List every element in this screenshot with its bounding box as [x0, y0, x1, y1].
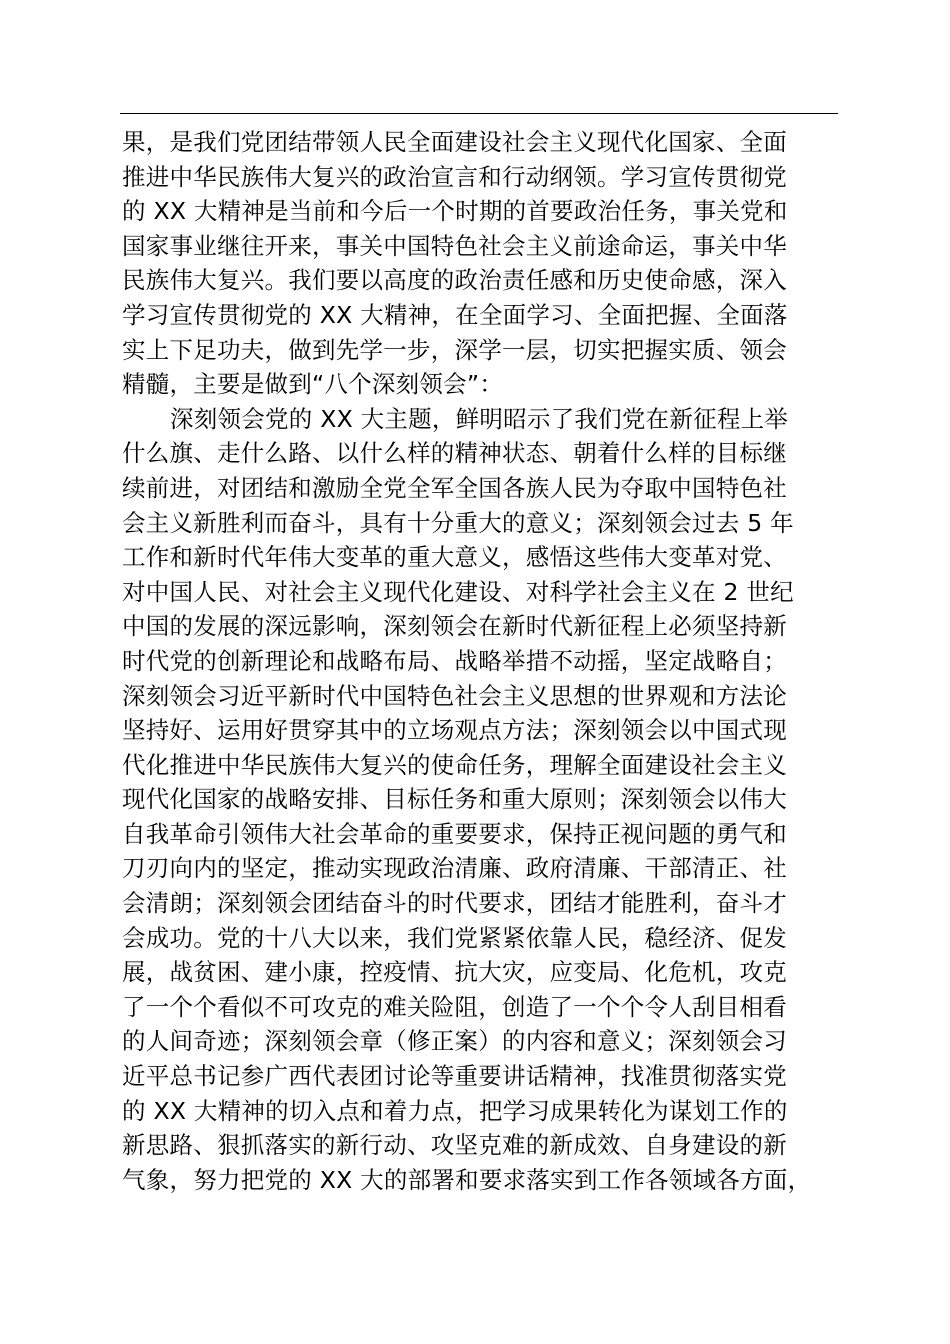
text-line: 精髓，主要是做到“八个深刻领会”：: [122, 370, 504, 399]
text-line: 深刻领会习近平新时代中国特色社会主义思想的世界观和方法论: [122, 681, 787, 710]
text-line: 中国的发展的深远影响，深刻领会在新时代新征程上必须坚持新: [122, 612, 787, 641]
text-line: 气象，努力把党的 XX 大的部署和要求落实到工作各领域各方面，: [122, 1165, 812, 1194]
header-rule: [120, 113, 838, 114]
text-line: 工作和新时代年伟大变革的重大意义，感悟这些伟大变革对党、: [122, 543, 787, 572]
text-line: 什么旗、走什么路、以什么样的精神状态、朝着什么样的目标继: [122, 439, 787, 468]
text-line: 推进中华民族伟大复兴的政治宣言和行动纲领。学习宣传贯彻党: [122, 162, 787, 191]
text-line: 对中国人民、对社会主义现代化建设、对科学社会主义在 2 世纪: [122, 577, 794, 606]
text-line: 现代化国家的战略安排、目标任务和重大原则；深刻领会以伟大: [122, 785, 787, 814]
text-line: 实上下足功夫，做到先学一步，深学一层，切实把握实质、领会: [122, 335, 787, 364]
text-line: 代化推进中华民族伟大复兴的使命任务，理解全面建设社会主义: [122, 750, 787, 779]
text-line: 续前进，对团结和激励全党全军全国各族人民为夺取中国特色社: [122, 473, 787, 502]
text-line: 自我革命引领伟大社会革命的重要要求，保持正视问题的勇气和: [122, 819, 787, 848]
text-line: 国家事业继往开来，事关中国特色社会主义前途命运，事关中华: [122, 231, 787, 260]
text-line: 的人间奇迹；深刻领会章（修正案）的内容和意义；深刻领会习: [122, 1027, 787, 1056]
text-line: 时代党的创新理论和战略布局、战略举措不动摇，坚定战略自；: [122, 646, 787, 675]
text-line: 果，是我们党团结带领人民全面建设社会主义现代化国家、全面: [122, 128, 787, 156]
text-line: 学习宣传贯彻党的 XX 大精神，在全面学习、全面把握、全面落: [122, 300, 788, 329]
text-line: 了一个个看似不可攻克的难关险阻，创造了一个个令人刮目相看: [122, 992, 787, 1021]
text-line: 近平总书记参广西代表团讨论等重要讲话精神，找准贯彻落实党: [122, 1062, 787, 1091]
text-line: 会成功。党的十八大以来，我们党紧紧依靠人民，稳经济、促发: [122, 923, 787, 952]
text-line: 新思路、狠抓落实的新行动、攻坚克难的新成效、自身建设的新: [122, 1131, 787, 1160]
text-line: 坚持好、运用好贯穿其中的立场观点方法；深刻领会以中国式现: [122, 716, 787, 745]
paragraph-first-line: 深刻领会党的 XX 大主题，鲜明昭示了我们党在新征程上举: [170, 404, 789, 433]
text-line: 的 XX 大精神是当前和今后一个时期的首要政治任务，事关党和: [122, 197, 788, 226]
text-line: 会主义新胜利而奋斗，具有十分重大的意义；深刻领会过去 5 年: [122, 508, 794, 537]
text-line: 的 XX 大精神的切入点和着力点，把学习成果转化为谋划工作的: [122, 1096, 788, 1125]
body-text: [122, 125, 852, 1197]
text-line: 会清朗；深刻领会团结奋斗的时代要求，团结才能胜利，奋斗才: [122, 889, 787, 918]
text-line: 刀刃向内的坚定，推动实现政治清廉、政府清廉、干部清正、社: [122, 854, 787, 883]
text-line: 民族伟大复兴。我们要以高度的政治责任感和历史使命感，深入: [122, 266, 787, 295]
text-line: 展，战贫困、建小康，控疫情、抗大灾，应变局、化危机，攻克: [122, 958, 787, 987]
